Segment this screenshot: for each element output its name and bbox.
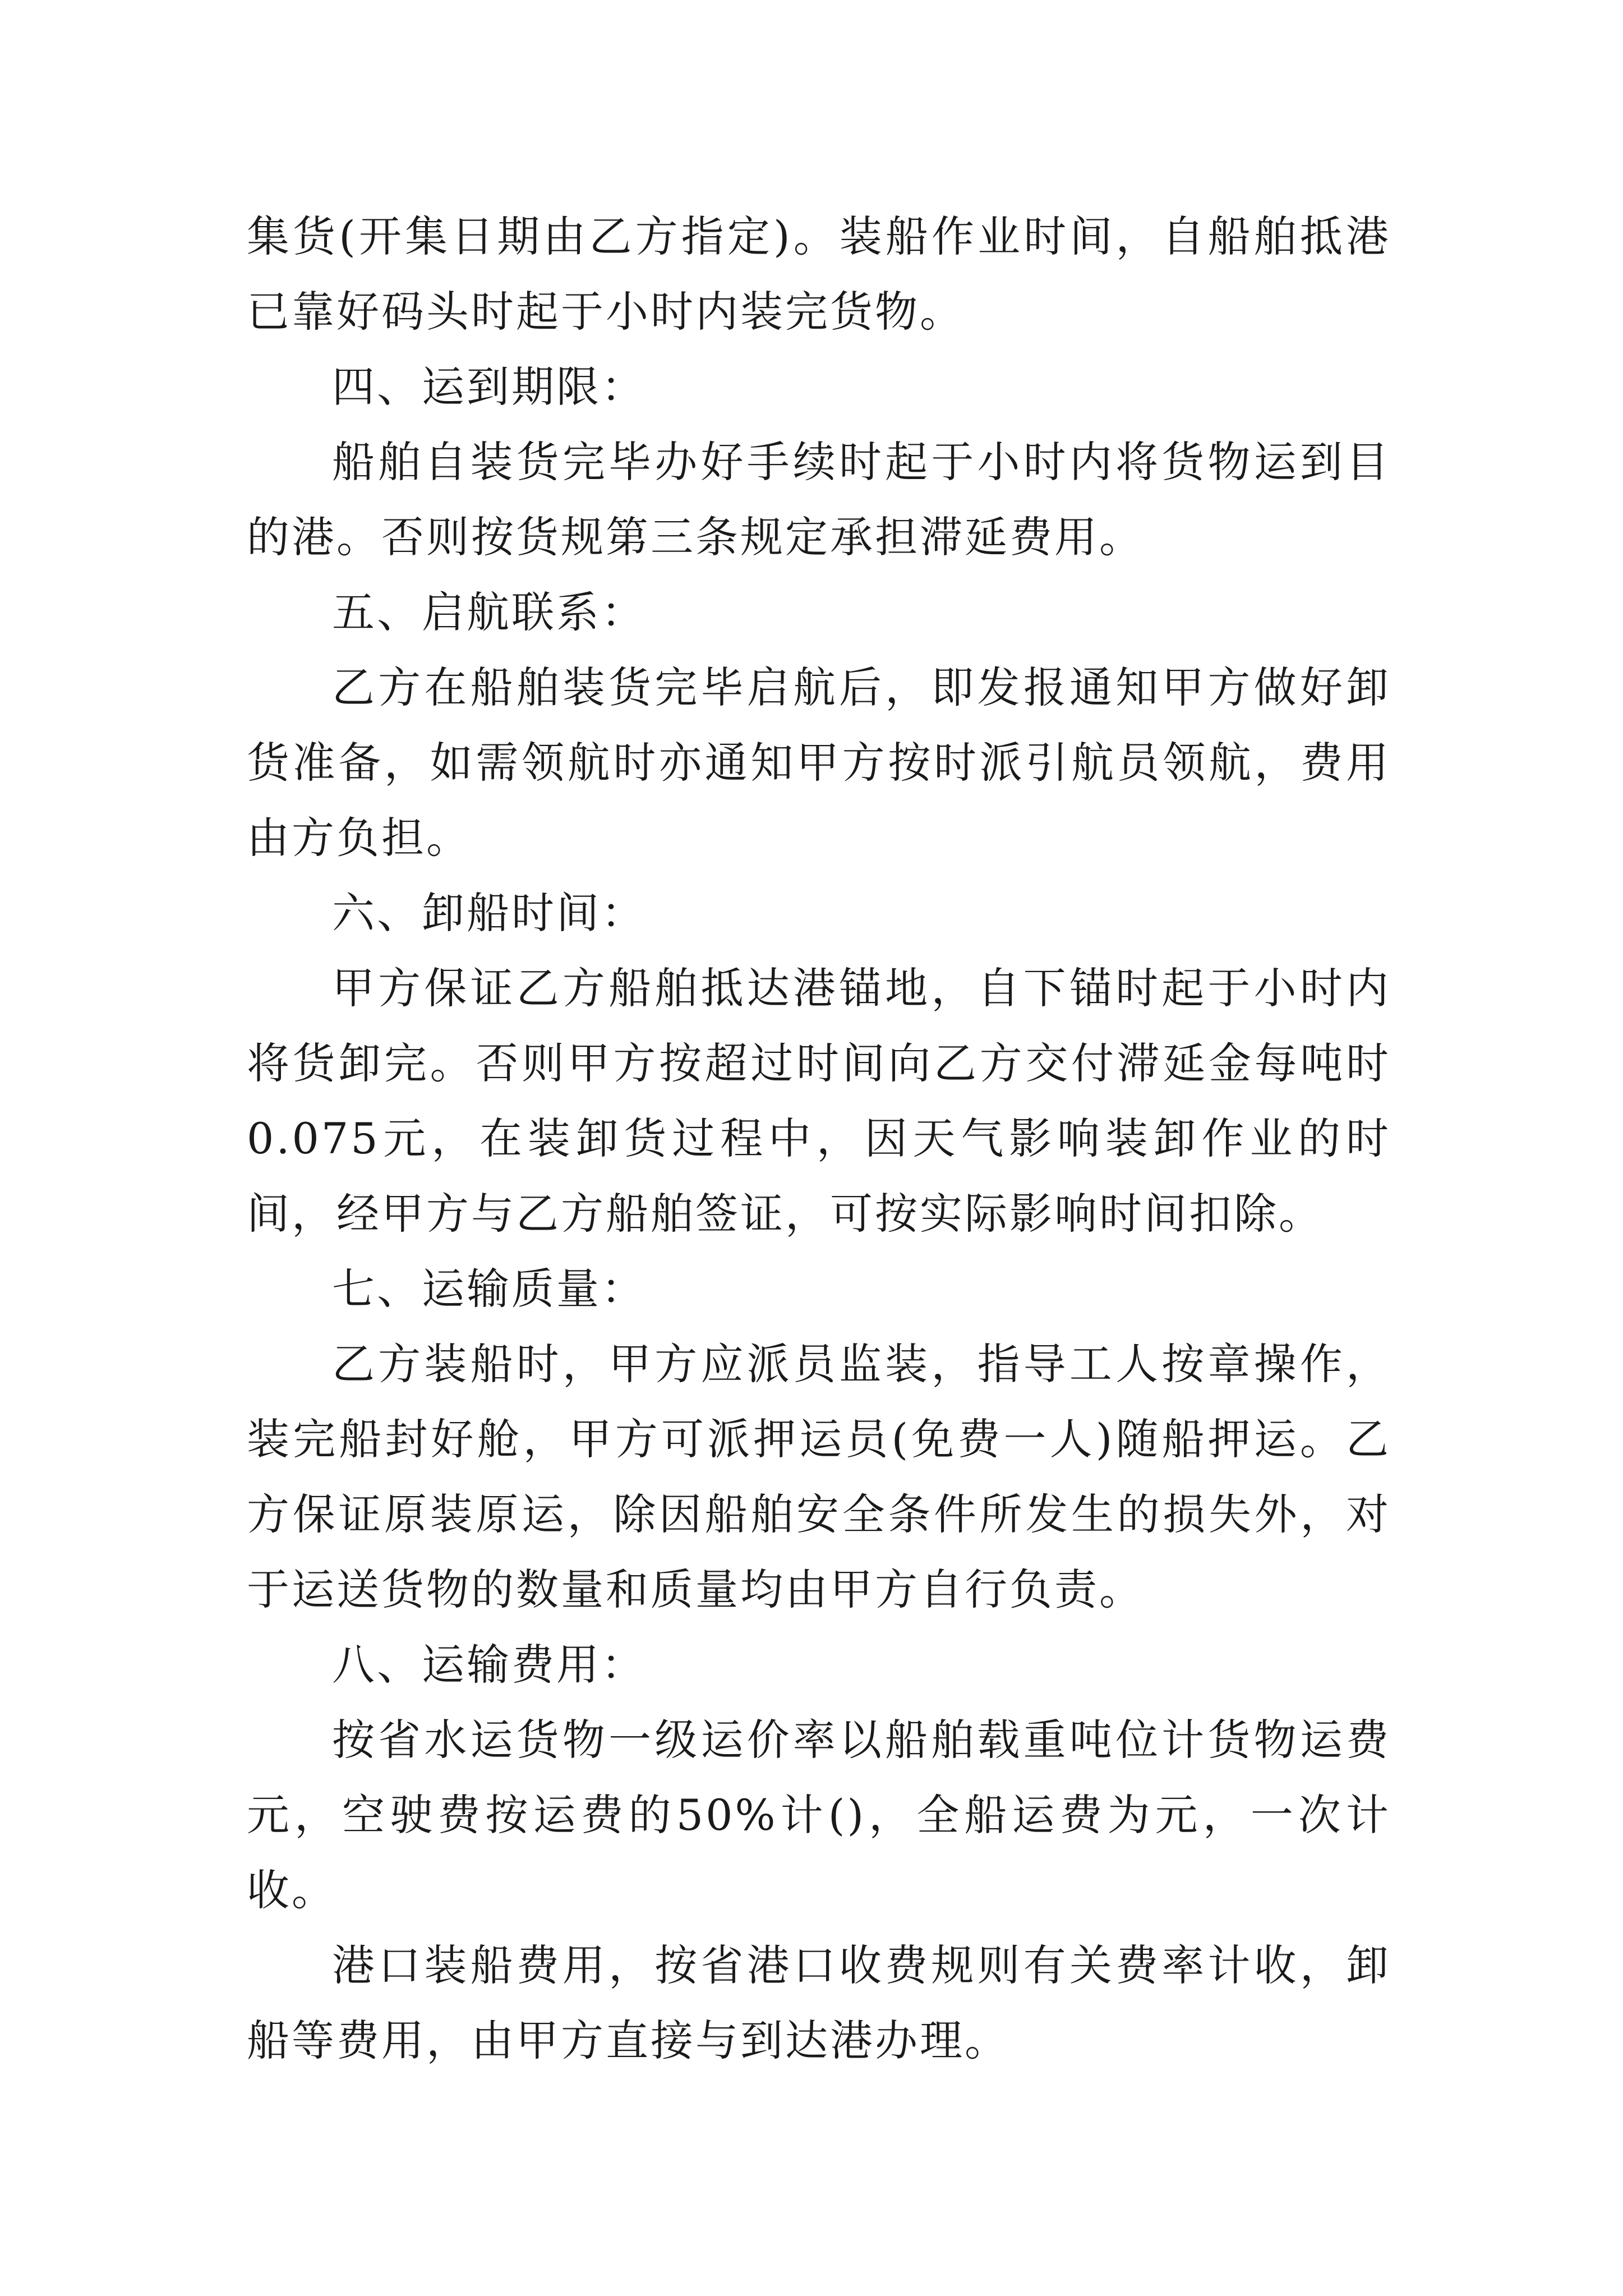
heading-transport-fees: 八、运输费用： — [332, 1640, 646, 1690]
paragraph-unloading-time: 甲方保证乙方船舶抵达港锚地，自下锚时起于小时内将货卸完。否则甲方按超过时间向乙方交付滞延金每吨时0.075元，在装卸货过程中，因天气影响装卸作业的时间，经甲方与乙方船舶签证，可按实际影响时间扣除。 — [247, 963, 1391, 1239]
paragraph-transport-quality: 乙方装船时，甲方应派员监装，指导工人按章操作，装完船封好舱，甲方可派押运员(免费一人)随船押运。乙方保证原装原运，除因船舶安全条件所发生的损失外，对于运送货物的数量和质量均由甲方自行负责。 — [247, 1339, 1391, 1614]
paragraph-departure-contact: 乙方在船舶装货完毕启航后，即发报通知甲方做好卸货准备，如需领航时亦通知甲方按时派引航员领航，费用由方负担。 — [247, 662, 1391, 863]
heading-unloading-time: 六、卸船时间： — [332, 888, 646, 938]
paragraph-delivery-deadline: 船舶自装货完毕办好手续时起于小时内将货物运到目的港。否则按货规第三条规定承担滞延费用。 — [247, 437, 1391, 562]
paragraph-freight-rate: 按省水运货物一级运价率以船舶载重吨位计货物运费元，空驶费按运费的50%计()，全船运费为元，一次计收。 — [247, 1715, 1391, 1915]
heading-transport-quality: 七、运输质量： — [332, 1264, 646, 1314]
heading-delivery-deadline: 四、运到期限： — [332, 362, 646, 412]
heading-departure-contact: 五、启航联系： — [332, 587, 646, 637]
paragraph-loading-time: 集货(开集日期由乙方指定)。装船作业时间，自船舶抵港已靠好码头时起于小时内装完货物。 — [247, 211, 1391, 337]
paragraph-port-fees: 港口装船费用，按省港口收费规则有关费率计收，卸船等费用，由甲方直接与到达港办理。 — [247, 1940, 1391, 2065]
document-body — [247, 199, 1391, 2078]
